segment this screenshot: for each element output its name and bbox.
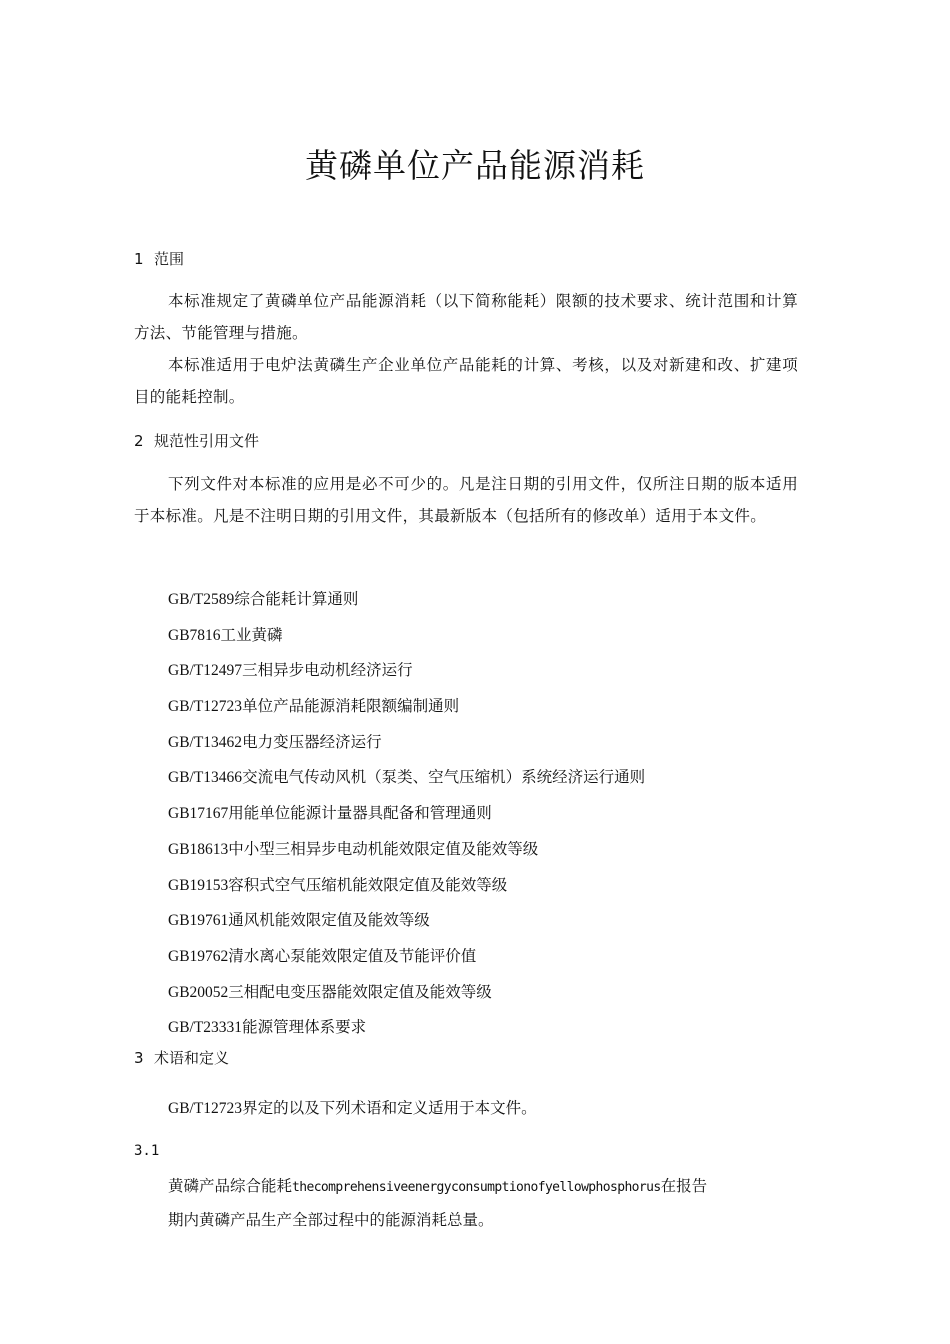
reference-title: 三相配电变压器能效限定值及能效等级 bbox=[228, 982, 492, 1001]
reference-code: GB17167 bbox=[168, 805, 229, 823]
reference-item bbox=[168, 978, 808, 1014]
section-number: 1 bbox=[134, 250, 144, 268]
reference-title: 清水离心泵能效限定值及节能评价值 bbox=[228, 946, 477, 965]
terms-intro bbox=[168, 1094, 537, 1130]
reference-item bbox=[168, 621, 808, 657]
term-english: thecomprehensiveenergyconsumptionofyellowphosphorus bbox=[292, 1180, 661, 1195]
reference-item bbox=[168, 871, 808, 907]
intro-text: 界定的以及下列术语和定义适用于本文件。 bbox=[242, 1099, 537, 1117]
reference-code: GB/T13466 bbox=[168, 769, 243, 787]
section-heading-1 bbox=[134, 248, 184, 270]
document-title: 黄磷单位产品能源消耗 bbox=[305, 146, 645, 185]
paragraph: 下列文件对本标准的应用是必不可少的。凡是注日期的引用文件，仅所注日期的版本适用于本标准。凡是不注明日期的引用文件，其最新版本（包括所有的修改单）适用于本文件。 bbox=[134, 475, 798, 525]
reference-code: GB/T13462 bbox=[168, 733, 243, 751]
reference-item bbox=[168, 799, 808, 835]
reference-item bbox=[168, 763, 808, 799]
reference-title: 综合能耗计算通则 bbox=[234, 590, 359, 608]
section-heading-2 bbox=[134, 430, 259, 452]
reference-title: 中小型三相异步电动机能效限定值及能效等级 bbox=[228, 839, 539, 858]
definition-text: 在报告 bbox=[660, 1177, 708, 1195]
reference-code: GB/T12723 bbox=[168, 1100, 243, 1117]
section-title: 规范性引用文件 bbox=[154, 432, 260, 450]
reference-code: GB18613 bbox=[168, 840, 229, 858]
reference-title: 用能单位能源计量器具配备和管理通则 bbox=[228, 804, 492, 823]
reference-item bbox=[168, 656, 808, 692]
reference-item bbox=[168, 835, 808, 871]
section-heading-3 bbox=[134, 1047, 229, 1069]
reference-item bbox=[168, 1013, 808, 1049]
reference-code: GB7816 bbox=[168, 626, 221, 644]
reference-code: GB/T12497 bbox=[168, 662, 243, 680]
term-name: 黄磷产品综合能耗 bbox=[168, 1177, 293, 1195]
reference-title: 三相异步电动机经济运行 bbox=[242, 661, 413, 680]
reference-item bbox=[168, 906, 808, 942]
reference-code: GB/T12723 bbox=[168, 698, 243, 716]
term-definition bbox=[168, 1170, 800, 1236]
reference-code: GB19761 bbox=[168, 912, 229, 930]
reference-title: 单位产品能源消耗限额编制通则 bbox=[242, 697, 460, 716]
reference-title: 容积式空气压缩机能效限定值及能效等级 bbox=[228, 875, 508, 894]
reference-item bbox=[168, 692, 808, 728]
subsection-number: 3.1 bbox=[134, 1143, 160, 1159]
reference-item bbox=[168, 728, 808, 764]
reference-list bbox=[168, 585, 808, 1049]
reference-title: 通风机能效限定值及能效等级 bbox=[228, 911, 430, 930]
section-number: 3 bbox=[134, 1049, 144, 1067]
reference-code: GB20052 bbox=[168, 983, 229, 1001]
reference-code: GB19153 bbox=[168, 876, 229, 894]
reference-code: GB/T2589 bbox=[168, 591, 235, 608]
reference-title: 交流电气传动风机（泵类、空气压缩机）系统经济运行通则 bbox=[242, 768, 646, 787]
reference-title: 工业黄磷 bbox=[220, 625, 283, 644]
reference-title: 电力变压器经济运行 bbox=[242, 732, 382, 751]
paragraph: 本标准规定了黄磷单位产品能源消耗（以下简称能耗）限额的技术要求、统计范围和计算方法、节能管理与措施。 bbox=[134, 292, 798, 342]
reference-title: 能源管理体系要求 bbox=[242, 1018, 367, 1037]
reference-item bbox=[168, 942, 808, 978]
section-title: 范围 bbox=[154, 250, 185, 268]
paragraph: 本标准适用于电炉法黄磷生产企业单位产品能耗的计算、考核，以及对新建和改、扩建项目的能耗控制。 bbox=[134, 356, 798, 406]
reference-item bbox=[168, 585, 808, 621]
definition-line: 期内黄磷产品生产全部过程中的能源消耗总量。 bbox=[168, 1211, 494, 1229]
reference-code: GB/T23331 bbox=[168, 1019, 243, 1037]
reference-code: GB19762 bbox=[168, 947, 229, 965]
section-title: 术语和定义 bbox=[154, 1049, 230, 1067]
term-line bbox=[168, 1170, 800, 1204]
section-number: 2 bbox=[134, 432, 144, 450]
